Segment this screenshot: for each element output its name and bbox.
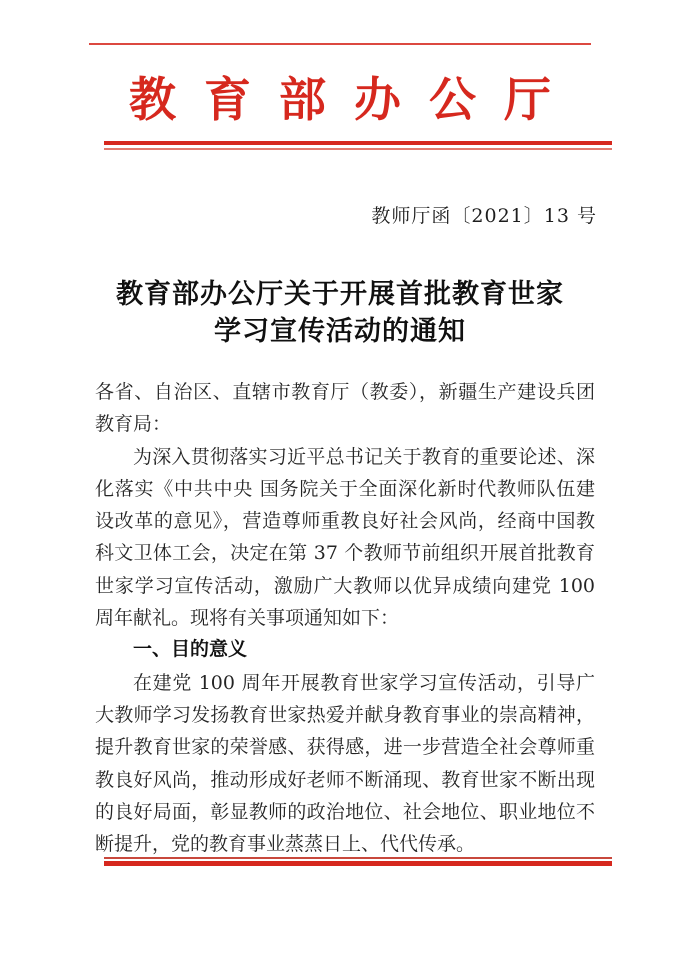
document-number: 教师厅函〔2021〕13 号 <box>371 205 597 227</box>
notice-body <box>95 376 595 860</box>
page-bottom-border-thin <box>104 857 612 859</box>
notice-title <box>0 276 680 350</box>
page-top-border-line <box>89 43 591 45</box>
salutation: 各省、自治区、直辖市教育厅（教委），新疆生产建设兵团教育局： <box>95 381 595 436</box>
letterhead-rule-thin <box>104 148 612 150</box>
section-1-paragraph: 在建党 100 周年开展教育世家学习宣传活动，引导广大教师学习发扬教育世家热爱并献身教育事业的崇高精神，提升教育世家的荣誉感、获得感，进一步营造全社会尊师重教良好风尚，推动形成好老师不断涌现、教育世家不断出现的良好局面，彰显教师的政治地位、社会地位、职业地位不断提升，党的教育事业蒸蒸日上、代代传承。 <box>95 671 595 856</box>
letterhead-rule-thick <box>104 141 612 145</box>
notice-title-line2: 学习宣传活动的通知 <box>214 316 466 346</box>
paragraph-intro: 为深入贯彻落实习近平总书记关于教育的重要论述、深化落实《中共中央 国务院关于全面深化新时代教师队伍建设改革的意见》，营造尊师重教良好社会风尚，经商中国教科文卫体工会，决定在第 37 个教师节前组织开展首批教育世家学习宣传活动，激励广大教师以优异成绩向建党 100 周年献礼。现将有关事项通知如下： <box>95 445 595 630</box>
notice-title-line1: 教育部办公厅关于开展首批教育世家 <box>116 279 564 309</box>
letterhead-org-name: 教育部办公厅 <box>129 73 579 128</box>
page-bottom-border-thick <box>104 861 612 866</box>
section-1-heading: 一、目的意义 <box>133 639 248 661</box>
